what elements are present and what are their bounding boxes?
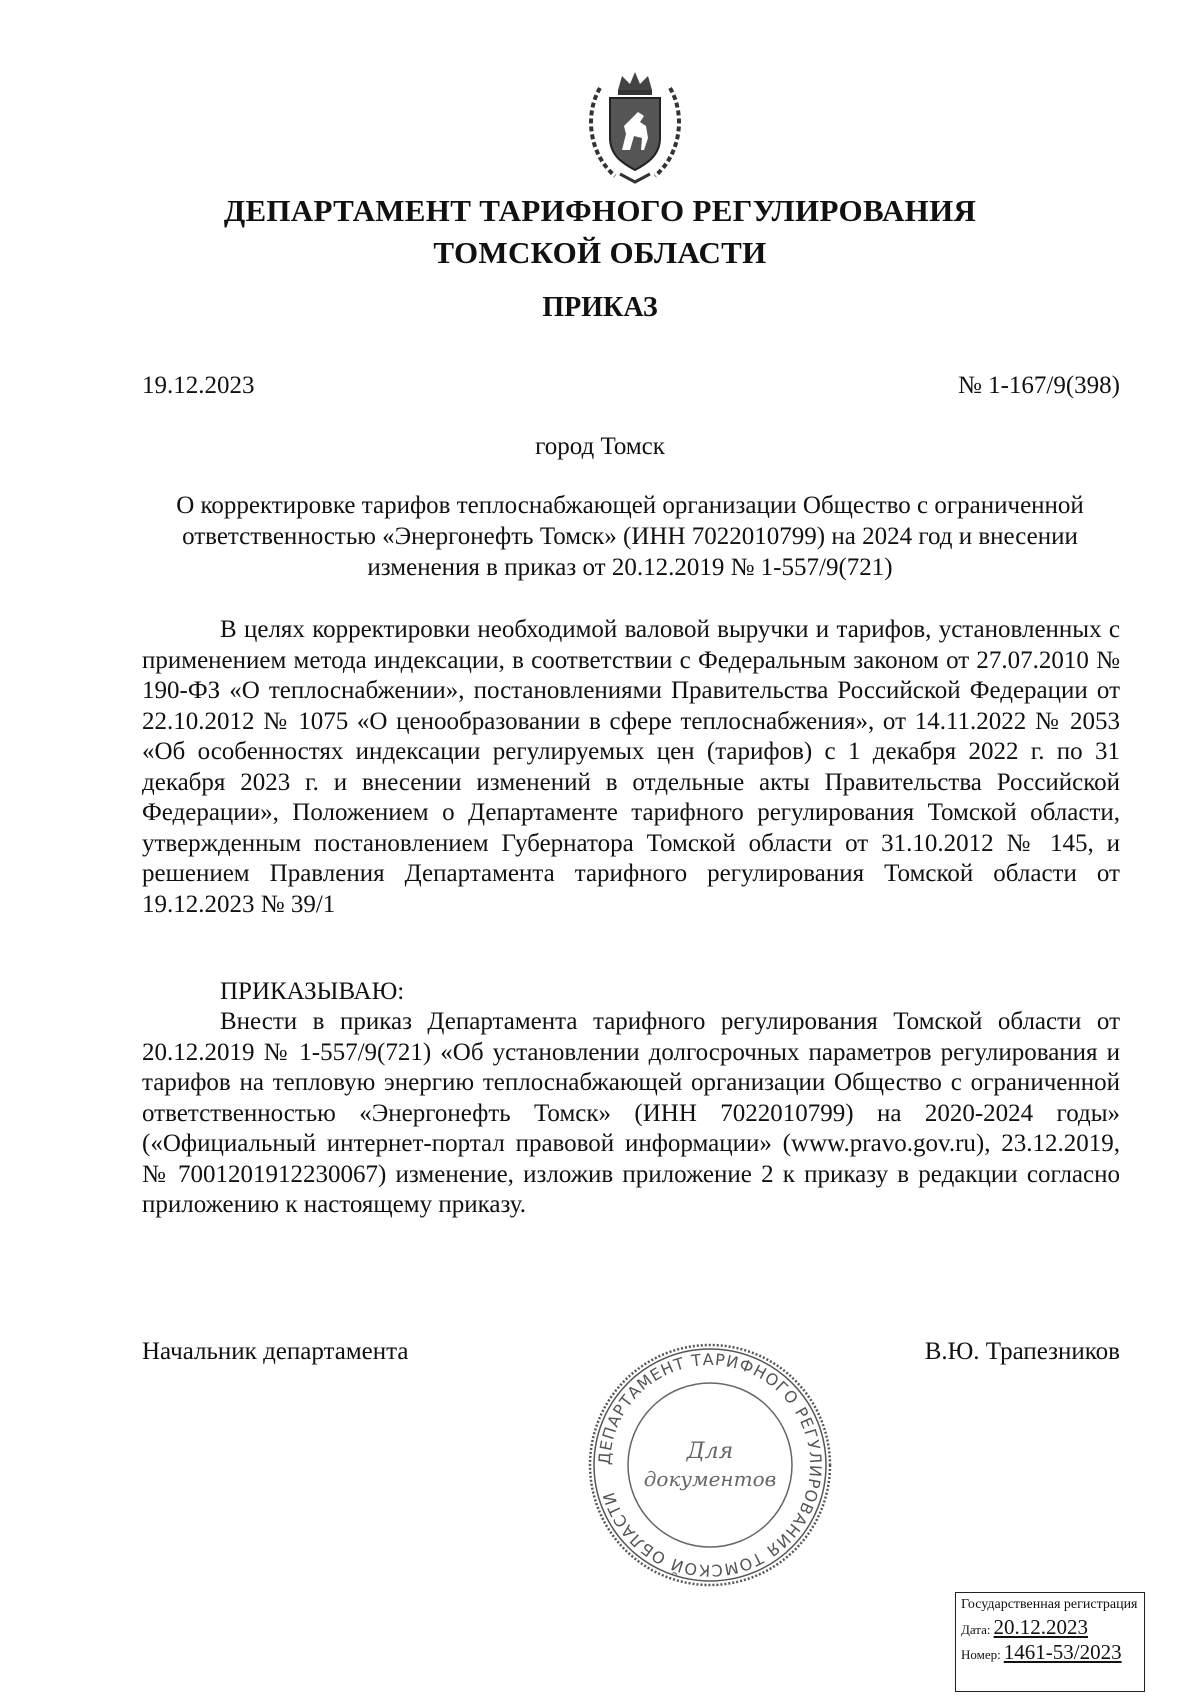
order-paragraph: Внести в приказ Департамента тарифного регулирования Томской области от 20.12.2019 № 1-557/9(721) «Об установлении долгосрочных параметров регулирования и тарифов на тепловую энергию теплоснабжающей организации Общество с ограниченной ответственностью «Энергонефть Томск» (ИНН 7022010799) на 2020-2024 годы» («Официальный интернет-портал правовой информации» (www.pravo.gov.ru), 23.12.2019, № 7001201912230067) изменение, изложив приложение 2 к приказу в редакции согласно приложению к настоящему приказу. <box>142 1008 1120 1218</box>
department-title-line1: ДЕПАРТАМЕНТ ТАРИФНОГО РЕГУЛИРОВАНИЯ <box>223 193 977 228</box>
stamp-center-line2: документов <box>643 1467 777 1491</box>
stamp-ring-text: ДЕПАРТАМЕНТ ТАРИФНОГО РЕГУЛИРОВАНИЯ ТОМСКОЙ ОБЛАСТИ <box>594 1349 826 1581</box>
department-title-line2: ТОМСКОЙ ОБЛАСТИ <box>433 235 767 270</box>
coat-of-arms-icon <box>580 68 690 188</box>
registration-date-label: Дата: <box>961 1622 991 1637</box>
document-subject: О корректировке тарифов теплоснабжающей организации Общество с ограниченной ответственностью «Энергонефть Томск» (ИНН 7022010799) на 2024 год и внесении изменения в приказ от 20.12.2019 № 1-557/9(721) <box>176 492 1084 581</box>
signatory-name: В.Ю. Трапезников <box>924 1338 1120 1365</box>
stamp-center-line1: Для <box>686 1439 734 1464</box>
registration-number-value: 1461-53/2023 <box>1003 1640 1122 1664</box>
registration-box <box>955 1592 1145 1692</box>
svg-text:ДЕПАРТАМЕНТ ТАРИФНОГО РЕГУЛИРО <box>595 1350 825 1580</box>
order-word: ПРИКАЗЫВАЮ: <box>220 978 405 1005</box>
preamble-paragraph: В целях корректировки необходимой валовой выручки и тарифов, установленных с применением метода индексации, в соответствии с Федеральным законом от 27.07.2010 № 190-ФЗ «О теплоснабжении», постановлениями Правительства Российской Федерации от 22.10.2012 № 1075 «О ценообразовании в сфере теплоснабжения», от 14.11.2022 № 2053 «Об особенностях индексации регулируемых цен (тарифов) с 1 декабря 2022 г. по 31 декабря 2023 г. и внесении изменений в отдельные акты Правительства Российской Федерации», Положением о Департаменте тарифного регулирования Томской области, утвержденным постановлением Губернатора Томской области от 31.10.2012 № 145, и решением Правления Департамента тарифного регулирования Томской области от 19.12.2023 № 39/1 <box>142 616 1120 918</box>
signatory-position: Начальник департамента <box>142 1338 409 1365</box>
registration-date-line <box>961 1615 1139 1639</box>
registration-number-line <box>961 1640 1139 1664</box>
document-type: ПРИКАЗ <box>542 292 658 323</box>
document-number: № 1-167/9(398) <box>957 372 1120 399</box>
department-title <box>0 190 1200 274</box>
official-stamp <box>585 1340 835 1590</box>
document-city: город Томск <box>535 433 665 460</box>
document-meta <box>142 372 1120 400</box>
registration-date-value: 20.12.2023 <box>993 1615 1089 1639</box>
registration-title: Государственная регистрация <box>961 1597 1138 1612</box>
registration-number-label: Номер: <box>961 1647 1001 1662</box>
document-date: 19.12.2023 <box>142 372 255 399</box>
